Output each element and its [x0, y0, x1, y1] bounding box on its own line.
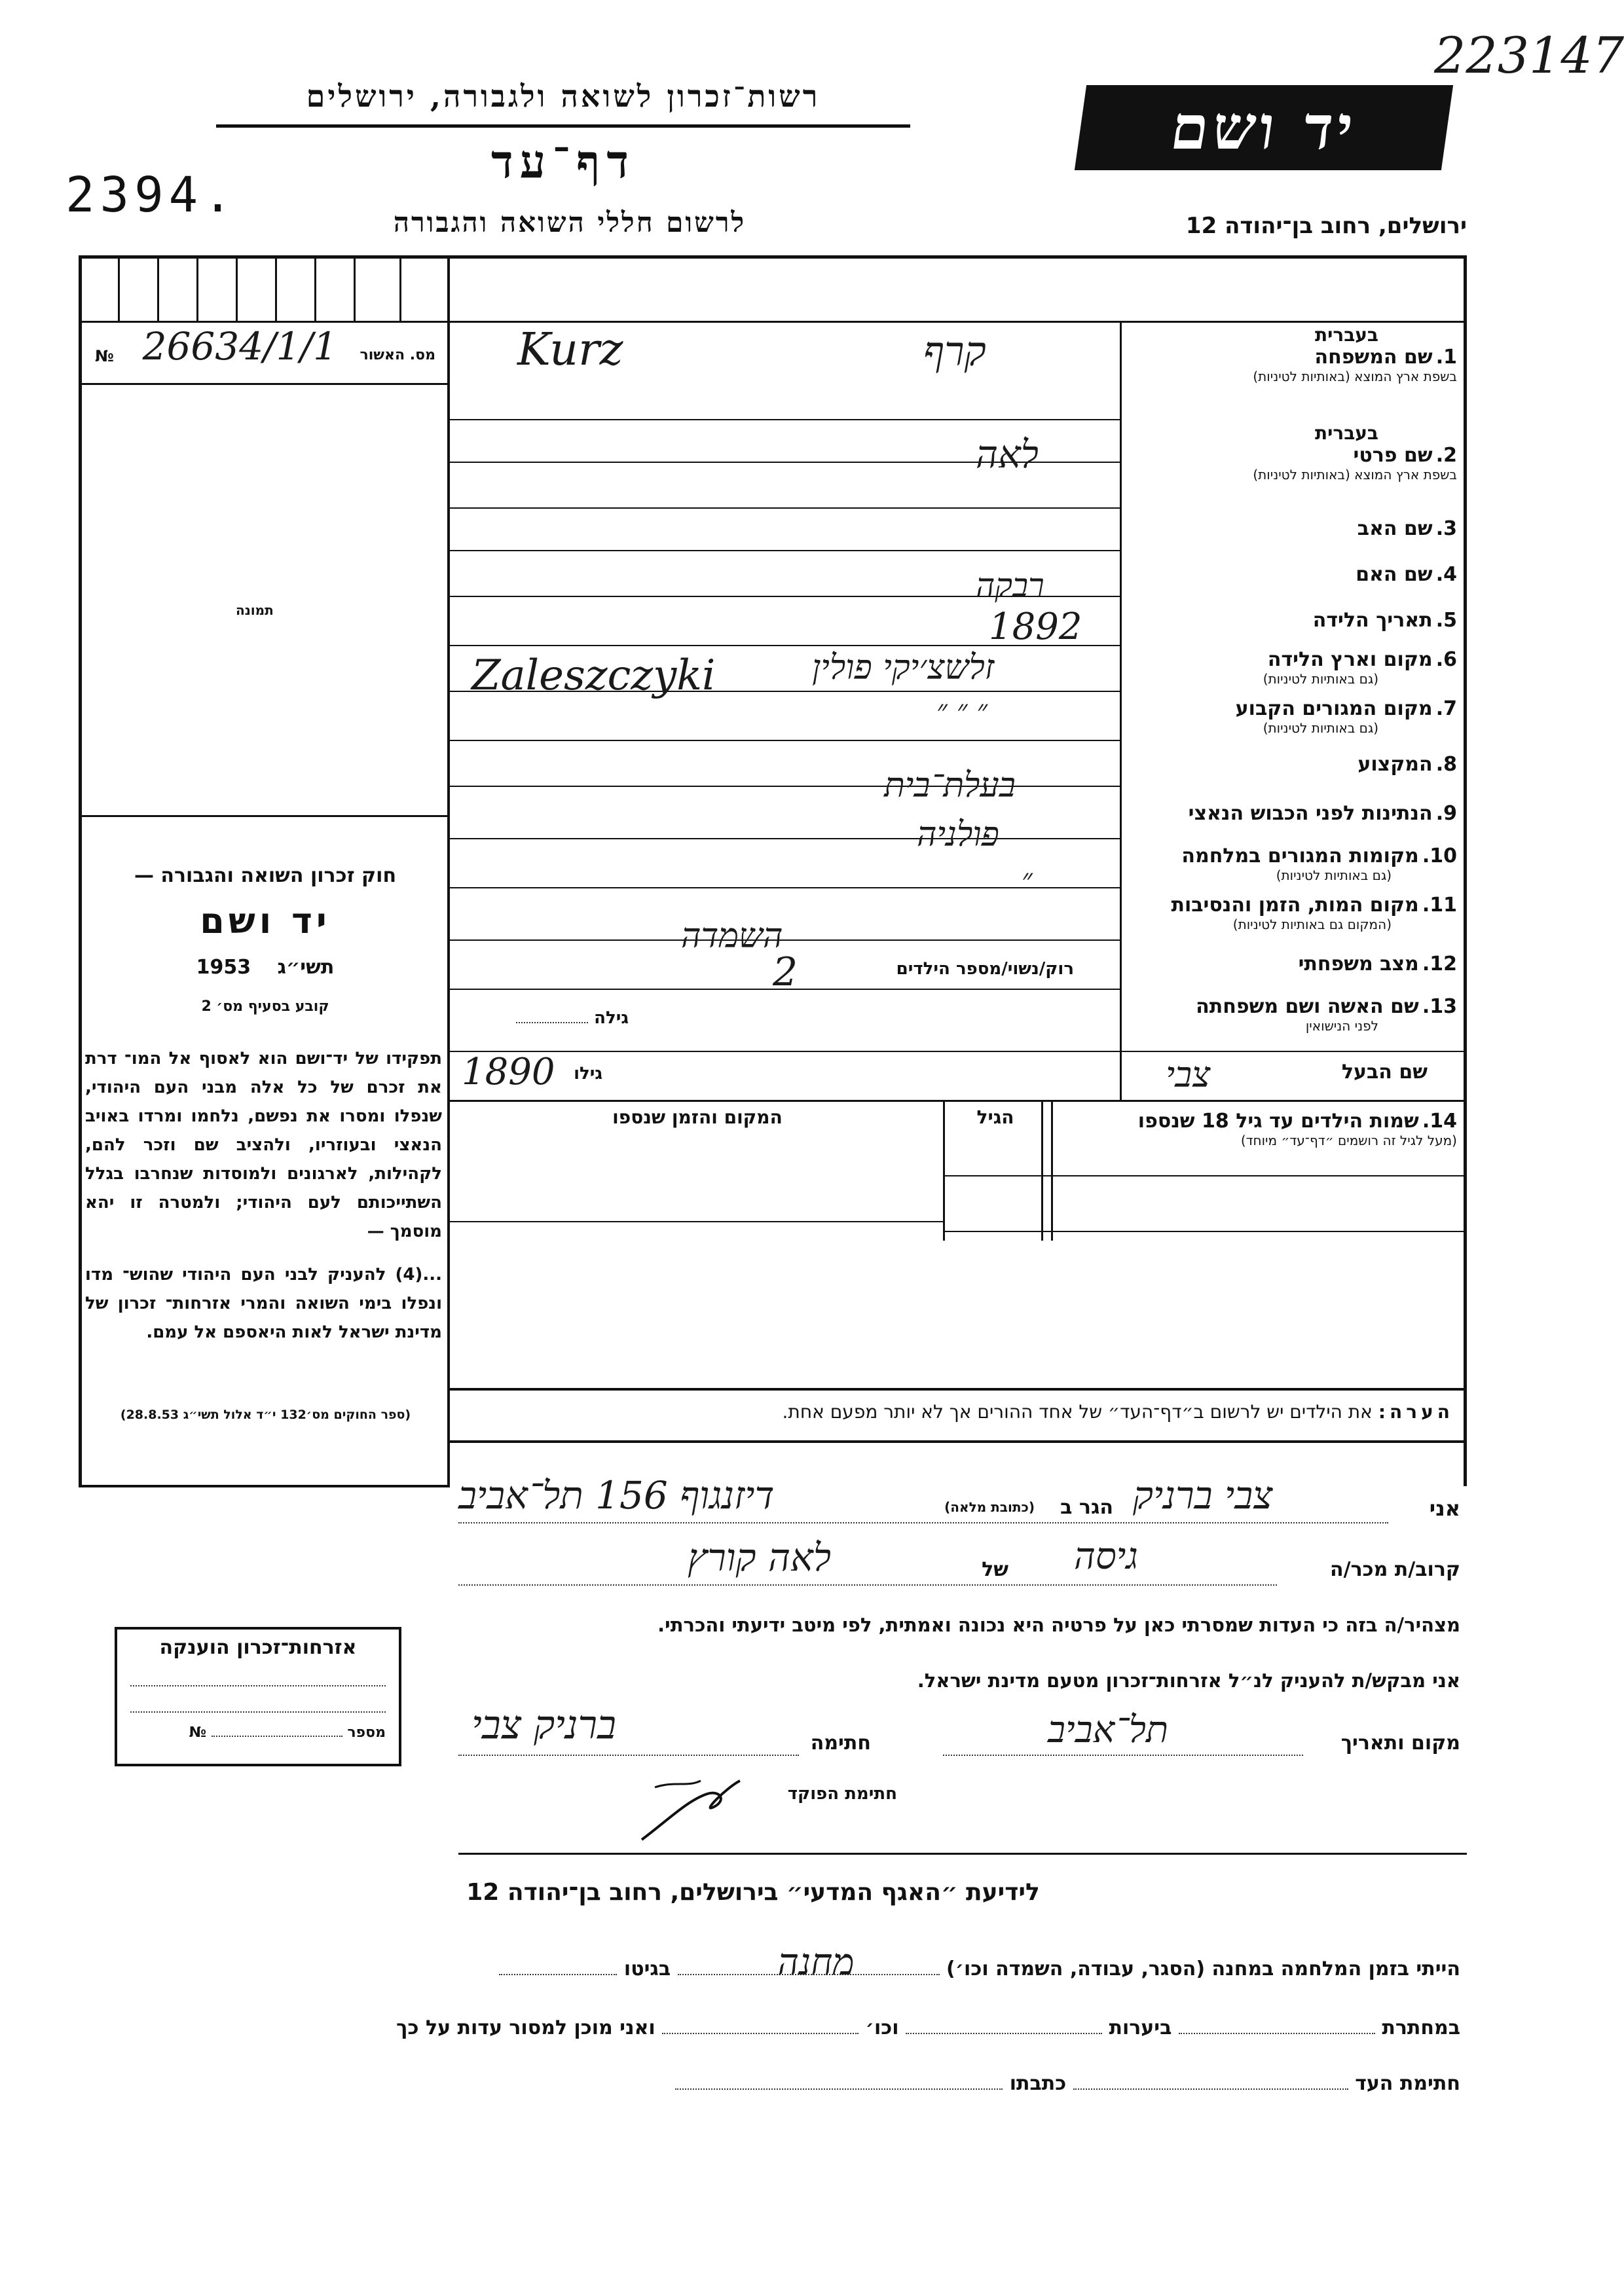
- row-1-label: [1253, 324, 1457, 384]
- row-5-title: תאריך הלידה: [1312, 609, 1433, 632]
- residence-ditto[interactable]: ״ ״ ״: [936, 694, 988, 727]
- row-13-title: שם האשה ושם משפחתה: [1196, 995, 1419, 1018]
- row-7-num: 7.: [1435, 697, 1457, 720]
- row-8-label: [1357, 753, 1457, 776]
- frame-right: [1464, 255, 1467, 1486]
- footer-line2-blank-c[interactable]: [662, 2033, 858, 2034]
- husband-age[interactable]: 1890: [462, 1051, 555, 1093]
- decl-statement-2: אני מבקש/ת להעניק לנ״ל אזרחות־זכרון מטעם מדינת ישראל.: [917, 1669, 1460, 1692]
- footer-line2-blank-b[interactable]: [906, 2033, 1102, 2034]
- frame-top: [79, 255, 1467, 259]
- decl-residing-label: הגר ב: [1060, 1496, 1113, 1519]
- wartime-residence[interactable]: ״: [1022, 863, 1033, 896]
- decl-place[interactable]: תל־אביב: [1048, 1709, 1169, 1751]
- row-2-num: 2.: [1435, 444, 1457, 467]
- note: [458, 1401, 1454, 1423]
- strip-tick: [236, 255, 238, 321]
- row-11-sub: (המקום גם באותיות לטיניות): [1232, 917, 1392, 932]
- footer-line1-blank[interactable]: [678, 1941, 940, 1984]
- approval-value: 26634/1/1: [142, 324, 337, 369]
- wife-age-label: גילה: [594, 1008, 629, 1028]
- approval-divider: [79, 383, 450, 385]
- decl-signature[interactable]: ברניק צבי: [471, 1702, 616, 1748]
- law-text-1: תפקידו של יד־ושם הוא לאסוף אל המו־ דרת את זכרם של כל אלה מבני העם היהודי, שנפלו ומסרו את נפשם, נלחמו ומרדו באויב הנאצי ובעוזריו, ולהציב שם וזכר להם, לקהילות, לארגונים ולמוסדות שנחרבו בגלל השתייכותם לעם היהודי; ולמטרה זו יהא מוסמך —: [85, 1049, 442, 1241]
- top-strip-line: [79, 321, 1467, 323]
- mother-name[interactable]: רבקה: [976, 566, 1044, 604]
- law-text-2: ...(4) להעניק לבני העם היהודי שהוש־ מדו ונפלו בימי השואה והמרי אזרחות־ זכרון של מדינת ישראל לאות היאספם אל עמם.: [85, 1265, 442, 1342]
- wife-age-line[interactable]: [516, 1009, 588, 1023]
- decl-clerk-label: חתימת הפוקד: [787, 1784, 897, 1804]
- strip-tick: [196, 255, 198, 321]
- row-line: [450, 838, 1120, 839]
- strip-tick: [118, 255, 120, 321]
- row-12-label: [1299, 953, 1457, 975]
- children-sub: (מעל לגיל זה רושמים ״דף־עד״ מיוחד): [1240, 1133, 1457, 1148]
- footer-line3-blank-b[interactable]: [675, 2088, 1003, 2090]
- footer-line1-label: הייתי בזמן המלחמה במחנה (הסגר, עבודה, השמדה וכו׳): [946, 1958, 1460, 1980]
- authority-underline: [216, 124, 910, 128]
- decl-of-value[interactable]: לאה קורץ: [688, 1535, 831, 1580]
- nationality[interactable]: פולניה: [917, 815, 999, 854]
- row-1-num: 1.: [1435, 346, 1457, 369]
- row-11-num: 11.: [1422, 894, 1457, 917]
- row-10-title: מקומות המגורים במלחמה: [1181, 845, 1419, 867]
- row-1-tag: בעברית: [1314, 324, 1378, 346]
- children-col: [1051, 1100, 1053, 1241]
- row-3-title: שם האב: [1357, 517, 1433, 540]
- children-title: [1138, 1110, 1457, 1148]
- page-number-stamp: 2394.: [65, 167, 238, 223]
- row-4-label: [1356, 563, 1457, 586]
- row-line: [450, 1051, 1465, 1052]
- label-column-divider: [1120, 321, 1122, 1100]
- birthplace-latin[interactable]: Zaleszczyki: [471, 651, 716, 700]
- row-9-label: [1189, 802, 1457, 825]
- address-line: ירושלים, רחוב בן־יהודה 12: [1185, 213, 1467, 239]
- footer-line-3: [524, 2072, 1460, 2095]
- decl-relative-label: קרוב/ת מכר/ה: [1330, 1558, 1460, 1581]
- row-8-title: המקצוע: [1357, 753, 1433, 776]
- left-panel-bottom: [79, 1485, 450, 1487]
- yad-vashem-logo: [1075, 85, 1453, 170]
- approval-suffix: №: [95, 347, 114, 365]
- birth-date[interactable]: 1892: [989, 606, 1082, 648]
- row-1-sub: בשפת ארץ המוצא (באותיות לטיניות): [1253, 369, 1457, 384]
- decl-address-line: [458, 1522, 1388, 1523]
- archive-number: 223147: [1434, 26, 1624, 84]
- row-line: [450, 939, 1120, 941]
- decl-i-value[interactable]: צבי ברניק: [1133, 1473, 1273, 1518]
- row-line: [450, 550, 1120, 551]
- row-12-title: מצב משפחתי: [1298, 953, 1419, 975]
- row-10-num: 10.: [1422, 845, 1457, 867]
- form-title: דף־עד: [490, 134, 635, 189]
- row-4-title: שם האם: [1356, 563, 1433, 586]
- col-age-header: הגיל: [976, 1106, 1014, 1128]
- strip-tick: [275, 255, 277, 321]
- surname-latin[interactable]: Kurz: [517, 324, 623, 376]
- row-2-sub: בשפת ארץ המוצא (באותיות לטיניות): [1253, 467, 1457, 483]
- strip-tick: [314, 255, 316, 321]
- decl-relative-line: [458, 1584, 1277, 1586]
- children-title-text: שמות הילדים עד גיל 18 שנספו: [1137, 1110, 1419, 1133]
- photo-label: תמונה: [236, 602, 274, 618]
- footer-line-1: [380, 1941, 1460, 1984]
- husband-label: שם הבעל: [1341, 1061, 1428, 1084]
- row-1-title: שם המשפחה: [1314, 346, 1433, 369]
- children-count[interactable]: 2: [773, 949, 798, 995]
- first-name-heb[interactable]: לאה: [976, 432, 1039, 477]
- decl-residing-hint: (כתובת מלאה): [944, 1499, 1035, 1515]
- footer-notice: לידיעת ״האגף המדעי״ בירושלים, רחוב בן־יהודה 12: [466, 1879, 1040, 1906]
- children-row: [943, 1231, 1465, 1232]
- citizenship-line-2: [130, 1711, 386, 1713]
- row-2-label: [1253, 422, 1457, 483]
- footer-separator: [458, 1853, 1467, 1855]
- row-7-label: [1236, 697, 1457, 736]
- row-9-num: 9.: [1435, 802, 1457, 825]
- row-line: [450, 507, 1120, 509]
- wife-age: [458, 1008, 629, 1028]
- law-clause-ref: קובע בסעיף מס׳ 2: [201, 998, 329, 1015]
- row-2-title: שם פרטי: [1353, 444, 1433, 467]
- row-5-num: 5.: [1435, 609, 1457, 632]
- row-11-title: מקום המות, הזמן והנסיבות: [1171, 894, 1419, 917]
- row-line: [450, 1100, 1465, 1102]
- clerk-signature-mark: [629, 1761, 747, 1853]
- row-4-num: 4.: [1435, 563, 1457, 586]
- row-7-sub: (גם באותיות לטיניות): [1263, 720, 1378, 736]
- footer-line3-a: חתימת העד: [1355, 2072, 1460, 2095]
- children-col: [1041, 1100, 1043, 1241]
- citizenship-line-1: [130, 1685, 386, 1686]
- row-9-title: הנתינות לפני הכבוש הנאצי: [1188, 802, 1433, 825]
- occupation[interactable]: בעלת־בית: [884, 766, 1016, 805]
- row-13-label: [1196, 995, 1457, 1034]
- logo-text: יד ושם: [1166, 92, 1361, 163]
- children-row: [943, 1175, 1465, 1176]
- law-year: [85, 956, 445, 979]
- note-label: הערה:: [1378, 1401, 1454, 1423]
- footer-line2-a: במחתרת: [1382, 2016, 1460, 2039]
- row-line: [450, 740, 1120, 741]
- row-line: [450, 887, 1120, 888]
- row-line: [450, 419, 1120, 420]
- frame-left: [79, 255, 82, 1486]
- citizenship-title: אזרחות־זכרון הוענקה: [159, 1636, 357, 1659]
- approval-label: מס. האשור: [360, 347, 435, 363]
- footer-line-2: [79, 2016, 1460, 2039]
- row-10-sub: (גם באותיות לטיניות): [1276, 867, 1392, 883]
- form-subtitle: לרשום חללי השואה והגבורה: [393, 206, 747, 238]
- row-6-title: מקום וארץ הלידה: [1267, 648, 1433, 671]
- note-line-top: [450, 1388, 1465, 1391]
- frame-bottom: [450, 1440, 1467, 1443]
- law-title: חוק זכרון השואה והגבורה —: [134, 864, 397, 887]
- decl-of-label: של: [982, 1558, 1008, 1581]
- law-name: יד ושם: [200, 900, 331, 941]
- approval-number: [88, 324, 442, 380]
- footer-line3-blank-a[interactable]: [1073, 2088, 1348, 2090]
- citizenship-number: [130, 1724, 386, 1741]
- footer-line1-end: בגיטו: [623, 1958, 671, 1980]
- husband-age-label: גילו: [574, 1064, 602, 1084]
- row-line: [450, 786, 1120, 787]
- row-6-sub: (גם באותיות לטיניות): [1263, 671, 1378, 687]
- citizenship-number-suffix: №: [189, 1724, 207, 1741]
- decl-place-line: [943, 1755, 1303, 1756]
- photo-divider: [79, 815, 450, 817]
- law-year-greg: 1953: [196, 956, 251, 979]
- row-13-num: 13.: [1422, 995, 1457, 1018]
- row-5-label: [1313, 609, 1457, 632]
- decl-place-date-label: מקום ותאריך: [1340, 1732, 1460, 1755]
- row-10-label: [1181, 845, 1457, 883]
- marital-options: רוק/נשוי/מספר הילדים: [896, 959, 1074, 979]
- decl-address[interactable]: דיזנגוף 156 תל־אביב: [458, 1473, 775, 1518]
- children-num: 14.: [1422, 1110, 1457, 1133]
- decl-i-label: אני: [1429, 1496, 1460, 1521]
- decl-statement-1: מצהיר/ה בזה כי העדות שמסרתי כאן על פרטיה היא נכונה ואמתית, לפי מיטב ידיעתי והכרתי.: [657, 1614, 1460, 1636]
- strip-tick: [354, 255, 356, 321]
- law-year-heb: תשי״ג: [277, 956, 335, 979]
- row-11-label: [1171, 894, 1457, 932]
- row-7-title: מקום המגורים הקבוע: [1235, 697, 1433, 720]
- row-13-sub: לפני הנישואין: [1305, 1018, 1378, 1034]
- birthplace-heb[interactable]: זלשצ׳יקי פולין: [812, 648, 995, 687]
- law-source: (ספר החוקים מס׳132 י״ד אלול תשי״ג 28.8.53): [120, 1408, 411, 1422]
- children-col: [943, 1100, 945, 1241]
- footer-line2-blank-a[interactable]: [1179, 2033, 1375, 2034]
- row-2-tag: בעברית: [1314, 422, 1378, 444]
- footer-line2-b: ביערות: [1109, 2016, 1172, 2039]
- row-3-label: [1357, 517, 1457, 540]
- footer-line1-end-blank[interactable]: [499, 1974, 617, 1975]
- left-panel-divider: [447, 255, 450, 1486]
- strip-tick: [157, 255, 159, 321]
- row-8-num: 8.: [1435, 753, 1457, 776]
- death-circumstances[interactable]: השמדה: [681, 917, 783, 956]
- surname-heb[interactable]: קרף: [923, 327, 986, 375]
- row-3-num: 3.: [1435, 517, 1457, 540]
- footer-line2-c: וכו׳: [865, 2016, 899, 2039]
- children-row: [450, 1221, 943, 1222]
- row-6-label: [1263, 648, 1457, 687]
- footer-line3-b: כתבתו: [1009, 2072, 1067, 2095]
- decl-signature-label: חתימה: [810, 1732, 871, 1755]
- citizenship-number-line[interactable]: [212, 1736, 342, 1737]
- decl-signature-line: [458, 1755, 799, 1756]
- note-text: את הילדים יש לרשום ב״דף־העד״ של אחד ההורים אך לא יותר מפעם אחת.: [782, 1401, 1373, 1423]
- row-6-num: 6.: [1435, 648, 1457, 671]
- row-12-num: 12.: [1422, 953, 1457, 975]
- footer-line1-value: מחנה: [777, 1941, 855, 1984]
- husband-name[interactable]: צבי: [1166, 1054, 1211, 1095]
- citizenship-number-label: מספר: [347, 1724, 386, 1741]
- decl-relation[interactable]: גיסה: [1074, 1535, 1138, 1578]
- footer-line2-d: ואני מוכן למסור עדות על כך: [396, 2016, 655, 2039]
- citizenship-box: [115, 1627, 401, 1766]
- strip-tick: [399, 255, 401, 321]
- col-place-header: המקום והזמן שנספו: [612, 1106, 783, 1128]
- authority-line: רשות־זכרון לשואה ולגבורה, ירושלים: [306, 79, 821, 114]
